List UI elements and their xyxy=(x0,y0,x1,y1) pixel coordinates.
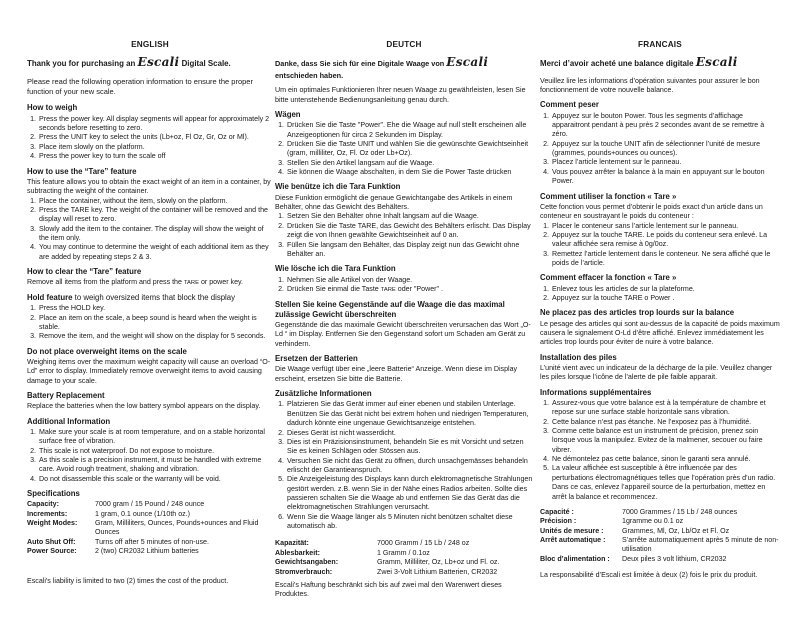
list-item: 4. Press the power key to turn the scale off xyxy=(38,152,273,161)
spec-value: 7000 gram / 15 Pound / 248 ounce xyxy=(95,500,205,509)
effacer-heading: Comment effacer la fonction « Tare » xyxy=(540,273,677,283)
title-text-end: Digital Scale. xyxy=(181,58,231,68)
list-item xyxy=(286,285,533,295)
battery-heading: Battery Replacement xyxy=(27,391,105,401)
list-item: 1. Platzieren Sie das Gerät immer auf einer ebenen und stabilen Unterlage. Benützen Sie das Gerät nicht bei extrem hohen und niedrigen Temperaturen, dadurch könnte eine ungenaue Gewichtsanzeige entstehen. xyxy=(286,400,533,428)
clear-text-end: or power key. xyxy=(200,278,244,287)
spec-key: Précision : xyxy=(540,517,577,526)
spec-row xyxy=(540,517,780,526)
list-item: 3. Place item slowly on the platform. xyxy=(38,143,273,152)
list-item: 1. Setzen Sie den Behälter ohne Inhalt langsam auf die Waage. xyxy=(286,212,533,221)
escali-logo: Escali xyxy=(446,54,489,69)
list-item: 4. Vous pouvez arrêter la balance à la main en appuyant sur le bouton Power. xyxy=(551,168,780,187)
list-item: 2. Press the UNIT key to select the units (Lb+oz, Fl Oz, Gr, Oz or Ml). xyxy=(38,133,273,142)
item-text-start: Drücken Sie einmal die Taste xyxy=(287,284,379,293)
spec-row xyxy=(540,508,780,517)
spec-value: Gramm, Milliliter, Oz, Lb+oz und Fl. oz. xyxy=(377,558,500,567)
zusatz-list xyxy=(275,400,533,531)
english-intro: Please read the following operation information to ensure the proper function of your new scale. xyxy=(27,76,253,96)
tare-heading: How to use the “Tare” feature xyxy=(27,166,137,176)
spec-value: 2 (two) CR2032 Lithium batteries xyxy=(95,547,199,556)
spec-value: Grammes, Ml, Oz, Lb/Oz et Fl. Oz xyxy=(622,526,730,535)
specifications-heading: Specifications xyxy=(27,489,80,499)
list-item: 2. Place an item on the scale, a beep sound is heard when the weight is stable. xyxy=(38,314,273,333)
french-header: FRANCAIS xyxy=(638,40,682,49)
spec-row xyxy=(275,539,533,548)
tare-list xyxy=(27,197,273,263)
spec-value: Gram, Milliliters, Ounces, Pounds+ounces and Fluid Ounces xyxy=(95,519,259,537)
effacer-list xyxy=(540,285,780,304)
clear-text-start: Remove all items from the platform and press the xyxy=(27,278,182,287)
list-item: 1. Placer le conteneur sans l’article lentement sur le panneau. xyxy=(551,222,780,231)
list-item: 4. Sie können die Waage abschalten, in dem Sie die Power Taste drücken xyxy=(286,168,533,177)
title-text-end: entschieden haben. xyxy=(275,70,344,80)
list-item: 5. La valeur affichée est susceptible à être influencée par des perturbations électromagnétiques telles que l’opération près d’un radio. Dans ce cas, enlevez l’appareil source de la perturbation, mettez en arrêt la balance et recommencez. xyxy=(551,464,780,501)
list-item: 1. Place the container, without the item, slowly on the platform. xyxy=(38,197,273,206)
spec-key: Arrêt automatique : xyxy=(540,536,606,544)
zusatz-heading: Zusätzliche Informationen xyxy=(275,389,372,399)
list-item: 3. As this scale is a precision instrument, it must be handled with extreme care. Avoid rough treatment, shaking and vibration. xyxy=(38,456,273,475)
spec-row xyxy=(540,555,780,564)
overweight-heading: Do not place overweight items on the scale xyxy=(27,346,187,356)
spec-key: Weight Modes: xyxy=(27,519,78,528)
hold-heading xyxy=(27,293,273,303)
french-intro: Veuillez lire les informations d’opération suivantes pour assurer le bon fonctionnement de votre nouvelle balance. xyxy=(540,76,760,95)
tara-loeschen-list xyxy=(275,276,533,295)
list-item: 3. Dies ist ein Präzisionsinstrument, behandeln Sie es mit Vorsicht und setzen Sie es keinen Schlägen oder Stössen aus. xyxy=(286,438,533,457)
spec-key: Auto Shut Off: xyxy=(27,537,76,546)
tara-list xyxy=(275,212,533,259)
list-item: 1. Press the power key. All display segments will appear for approximately 2 seconds before resetting to zero. xyxy=(38,115,273,134)
list-item: 1. Drücken Sie die Taste "Power". Ehe die Waage auf null stellt erscheinen alle Anzeigeoptionen für circa 2 Sekunden im Display. xyxy=(286,121,533,140)
lourds-heading: Ne placez pas des articles trop lourds sur la balance xyxy=(540,308,735,318)
list-item: 5. Die Anzeigeleistung des Displays kann durch elektromagnetische Strahlungen gestört werden. z.B. wenn Sie in der Nähe eines Radios arbeiten. Sollte dies passieren schalten Sie die Waage ab und entfernen Sie das Gerät das die elektromagnetischen Strahlungen verursacht. xyxy=(286,475,533,512)
list-item: 2. Appuyez sur la touche TARE o Power . xyxy=(551,294,780,303)
list-item: 2. Appuyez sur la touche UNIT afin de sélectionner l’unité de mesure (grammes, pounds+ounces ou ounces). xyxy=(551,140,780,159)
tara-text: Diese Funktion ermöglicht die genaue Gewichtangabe des Artikels in einem Behälter, ohne das Gewicht des Behälters. xyxy=(275,193,513,212)
spec-value: S’arrête automatiquement après 5 minute de non-utilisation xyxy=(622,536,779,554)
spec-row xyxy=(275,549,533,558)
additional-list xyxy=(27,428,273,484)
list-item: 2. Drücken Sie die Taste UNIT und wählen Sie die gewünschte Gewichtseinheit (gram, milliliter, Oz, Fl. Oz oder Lb+Oz). xyxy=(286,140,533,159)
hold-list xyxy=(27,304,273,341)
english-title xyxy=(27,55,273,71)
spec-key: Power Source: xyxy=(27,547,77,556)
tare-text: This feature allows you to obtain the exact weight of an item in a container, by subtracting the weight of the container. xyxy=(27,177,271,196)
list-item: 1. Appuyez sur le bouton Power. Tous les segments d’affichage apparaitront pendant à peu près 2 secondes avant de se remettre à zéro. xyxy=(551,112,780,140)
list-item: 2. Appuyez sur la touche TARE. Le poids du conteneur sera enlevé. La valeur affichée sera remise à 0g/0oz. xyxy=(551,231,780,250)
tare-key-label: TARE xyxy=(183,280,199,287)
title-text: Danke, dass Sie sich für eine Digitale Waage von xyxy=(275,58,445,68)
list-item: 3. Comme cette balance est un instrument de précision, prenez soin lorsque vous la manipulez. Evitez de la malmener, secouer ou faire vibrer. xyxy=(551,427,780,455)
spec-value: Zwei 3-Volt Lithium Batterien, CR2032 xyxy=(377,567,498,576)
escali-logo: Escali xyxy=(695,54,738,69)
peser-list xyxy=(540,112,780,187)
battery-text: Replace the batteries when the low battery symbol appears on the display. xyxy=(27,402,261,411)
list-item: 3. Placez l’article lentement sur le panneau. xyxy=(551,158,780,167)
spec-key: Gewichtsangaben: xyxy=(275,558,339,567)
list-item: 3. Füllen Sie langsam den Behälter, das Display zeigt nun das Gewicht ohne Behälter an. xyxy=(286,241,533,260)
spec-key: Stromverbrauch: xyxy=(275,567,333,576)
spec-key: Unités de mesure : xyxy=(540,526,604,535)
spec-row xyxy=(27,547,273,556)
list-item: 3. Slowly add the item to the container. The display will show the weight of the item only. xyxy=(38,225,273,244)
french-title xyxy=(540,55,780,71)
spec-value: 7000 Gramm / 15 Lb / 248 oz xyxy=(377,539,470,548)
ueberladen-text: Gegenstände die das maximale Gewicht überschreiten verursachen das Wort „O-Ld “ im Display. Entfernen Sie den Gegenstand sofort um Schaden am Gerät zu verhindern. xyxy=(275,321,531,348)
german-header: DEUTCH xyxy=(386,40,422,49)
peser-heading: Comment peser xyxy=(540,100,599,110)
spec-row xyxy=(27,510,273,519)
spec-row xyxy=(540,527,780,536)
wiegen-heading: Wägen xyxy=(275,110,301,119)
clear-tare-heading: How to clear the “Tare” feature xyxy=(27,267,142,277)
additional-heading: Additional Information xyxy=(27,416,111,426)
spec-key: Capacity: xyxy=(27,500,59,509)
list-item: 4. Do not disassemble this scale or the warranty will be void. xyxy=(38,475,273,484)
list-item: 1. Make sure your scale is at room temperature, and on a stable horizontal surface free of vibration. xyxy=(38,428,273,447)
fr-tare-list xyxy=(540,222,780,269)
list-item: 2. This scale is not waterproof. Do not expose to moisture. xyxy=(38,447,273,456)
list-item: 6. Wenn Sie die Waage länger als 5 Minuten nicht benützen schaltet diese automatisch ab. xyxy=(286,513,533,532)
spec-row xyxy=(27,519,273,538)
fr-tare-text: Cette fonction vous permet d’obtenir le poids exact d’un article dans un conteneur en soustrayant le poids du conteneur : xyxy=(540,202,763,221)
list-item: 2. Press the TARE key. The weight of the container will be removed and the display will reset to zero. xyxy=(38,206,273,225)
batterien-heading: Ersetzen der Batterien xyxy=(275,354,358,364)
spec-key: Increments: xyxy=(27,509,68,518)
list-item: 1. Enlevez tous les articles de sur la plateforme. xyxy=(551,285,780,294)
list-item: 3. Remettez l’article lentement dans le conteneur. Ne sera affiché que le poids de l’article. xyxy=(551,250,780,269)
list-item: 3. Stellen Sie den Artikel langsam auf die Waage. xyxy=(286,159,533,168)
piles-text: L’unité vient avec un indicateur de la décharge de la pile. Veuillez changer les piles lorsque l’icône de l’alerte de pile faible apparait. xyxy=(540,363,773,382)
title-text: Merci d’avoir acheté une balance digitale xyxy=(540,58,694,68)
wiegen-list xyxy=(275,121,533,177)
spec-value: Deux piles 3 volt lithium, CR2032 xyxy=(622,554,727,563)
spec-value: Turns off after 5 minutes of non-use. xyxy=(95,537,209,546)
tara-heading: Wie benütze ich die Tara Funktion xyxy=(275,182,401,192)
lourds-text: Le pesage des articles qui sont au-dessus de la capacité de poids maximum causera le signalement O-Ld d’être affiché. Enlevez immédiatement les articles trop lourds pour éviter de nuire à votre balance. xyxy=(540,319,780,347)
hold-heading-bold: Hold feature xyxy=(27,292,73,302)
german-footer: Escali’s Haftung beschränkt sich bis auf zwei mal den Warenwert dieses Produktes. xyxy=(275,580,502,599)
french-footer: La responsabilité d’Escali est limitée à deux (2) fois le prix du produit. xyxy=(540,571,758,580)
french-column xyxy=(540,40,780,580)
list-item: 2. Dieses Gerät ist nicht wasserdicht. xyxy=(286,429,533,438)
list-item: 2. Cette balance n’est pas étanche. Ne l’exposez pas à l’humidité. xyxy=(551,418,780,427)
how-to-weigh-list xyxy=(27,115,273,162)
spec-row xyxy=(540,536,780,555)
list-item: 1. Press the HOLD key. xyxy=(38,304,273,313)
list-item: 1. Assurez-vous que votre balance est à la température de chambre et repose sur une surface stable horizontale sans vibration. xyxy=(551,399,780,418)
spec-row xyxy=(27,500,273,509)
list-item: 2. Drücken Sie die Taste TARE, das Gewicht des Behälters erlischt. Das Display zeigt die von Ihnen gewählte Gewichtseinheit auf 0 an. xyxy=(286,222,533,241)
spec-value: 1 gram, 0.1 ounce (1/10th oz.) xyxy=(95,509,191,518)
spec-row xyxy=(275,558,533,567)
list-item: 1. Nehmen Sie alle Artikel von der Waage. xyxy=(286,276,533,285)
spec-value: 1 Gramm / 0.1oz xyxy=(377,548,430,557)
list-item: 3. Remove the item, and the weight will show on the display for 5 seconds. xyxy=(38,332,273,341)
spec-key: Kapazität: xyxy=(275,539,309,548)
spec-row xyxy=(27,538,273,547)
list-item: 4. You may continue to determine the weight of each additional item as they are added by repeating steps 2 & 3. xyxy=(38,243,273,262)
german-title xyxy=(275,55,533,80)
spec-value: 1gramme ou 0.1 oz xyxy=(622,517,684,526)
spec-key: Ablesbarkeit: xyxy=(275,548,320,557)
escali-logo: Escali xyxy=(137,54,180,69)
spec-value: 7000 Grammes / 15 Lb / 248 ounces xyxy=(622,507,738,516)
title-text: Thank you for purchasing an xyxy=(27,58,136,68)
spec-key: Capacité : xyxy=(540,507,574,516)
infos-heading: Informations supplémentaires xyxy=(540,387,652,397)
tara-loeschen-heading: Wie lösche ich die Tara Funktion xyxy=(275,264,396,274)
clear-tare-text xyxy=(27,278,273,288)
item-text-end: oder "Power" . xyxy=(397,284,444,293)
piles-heading: Installation des piles xyxy=(540,352,617,362)
list-item: 4. Ne démontelez pas cette balance, sinon le garanti sera annulé. xyxy=(551,455,780,464)
ueberladen-heading: Stellen Sie keine Gegenstände auf die Waage die das maximal zulässige Gewicht überschreiten xyxy=(275,299,505,319)
german-intro: Um ein optimales Funktionieren Ihrer neuen Waage zu gewährleisten, lesen Sie bitte untenstehende Bedienungsanleitung genau durch. xyxy=(275,86,526,104)
list-item: 4. Versuchen Sie nicht das Gerät zu öffnen, durch unsachgemässes behandeln erlischt der Garantieanspruch. xyxy=(286,457,533,476)
tare-key-label: TARE xyxy=(380,286,396,293)
fr-tare-heading: Comment utiliser la fonction « Tare » xyxy=(540,191,677,201)
spec-row xyxy=(275,568,533,577)
infos-list xyxy=(540,399,780,502)
hold-heading-rest: to weigh oversized items that block the display xyxy=(74,292,236,302)
overweight-text: Weighing items over the maximum weight capacity will cause an overload “O-Ld” error to display. Immediately remove overweight items to avoid causing damage to your scale. xyxy=(27,357,271,385)
how-to-weigh-heading: How to weigh xyxy=(27,103,78,113)
english-header: ENGLISH xyxy=(131,40,169,49)
english-footer: Escali's liability is limited to two (2) times the cost of the product. xyxy=(27,576,229,585)
spec-key: Bloc d’alimentation : xyxy=(540,554,610,563)
batterien-text: Die Waage verfügt über eine „leere Batterie“ Anzeige. Wenn diese im Display erscheint, ersetzen Sie bitte die Batterie. xyxy=(275,365,518,383)
english-column xyxy=(27,40,273,586)
german-column xyxy=(275,40,533,600)
